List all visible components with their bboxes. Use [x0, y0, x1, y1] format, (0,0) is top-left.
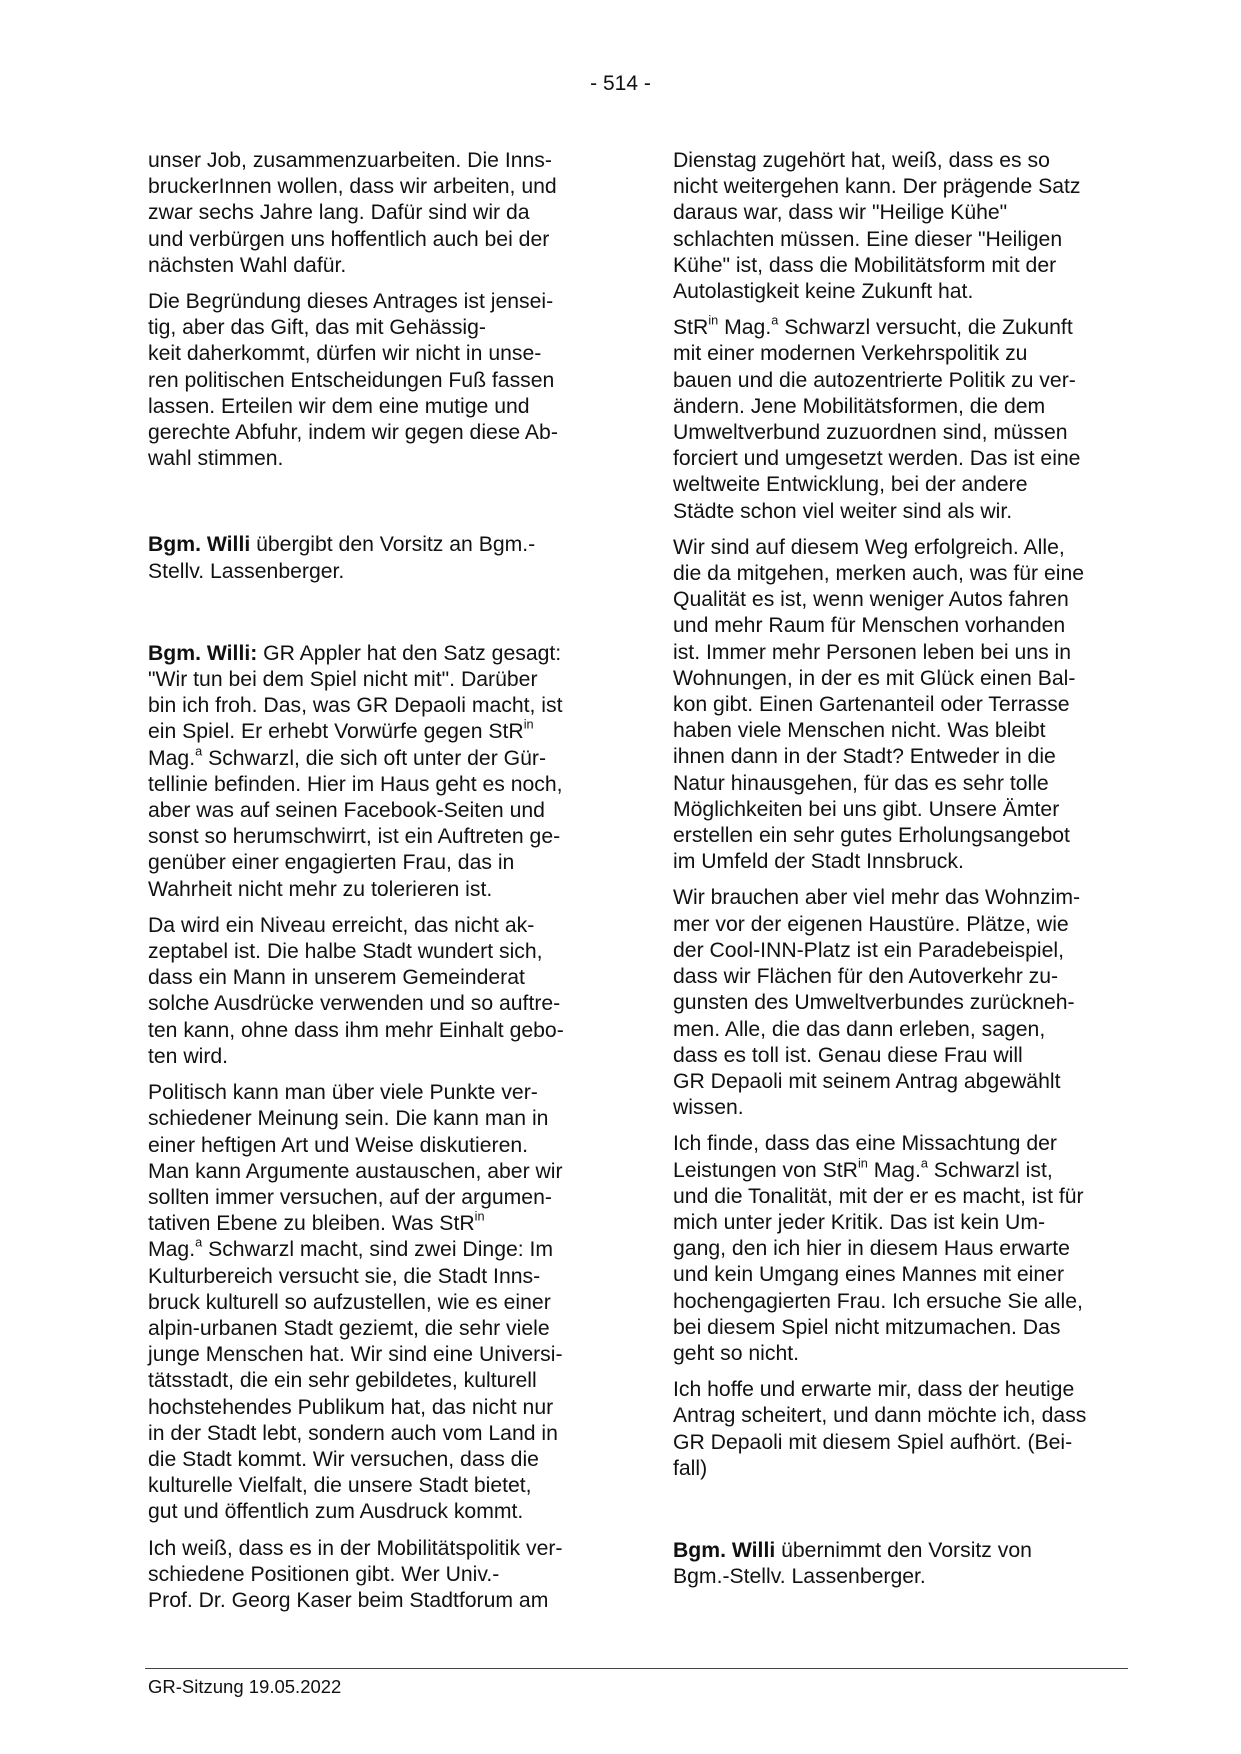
- speaker-name: Bgm. Willi: [148, 533, 251, 557]
- paragraph: Wir brauchen aber viel mehr das Wohnzim- mer vor der eigenen Haustüre. Plätze, wie der Cool-INN-Platz ist ein Paradebeispiel, dass wir Flächen für den Autoverkehr zu- gunsten des Umweltverbundes zurückneh- men. Alle, die das dann erleben, sagen, dass es toll ist. Genau diese Frau will GR Depaoli mit seinem Antrag abgewählt wissen.: [673, 886, 1081, 1120]
- superscript: in: [474, 1208, 485, 1224]
- paragraph: Ich weiß, dass es in der Mobilitätspolitik ver- schiedene Positionen gibt. Wer Univ.- Prof. Dr. Georg Kaser beim Stadtforum am: [148, 1536, 563, 1612]
- speech-paragraph: [148, 641, 618, 903]
- paragraph: Die Begründung dieses Antrages ist jensei- tig, aber das Gift, das mit Gehässig- keit daherkommt, dürfen wir nicht in unse- ren politischen Entscheidungen Fuß fassen lassen. Erteilen wir dem eine mutige und gerechte Abfuhr, indem wir gegen diese Ab- wahl stimmen.: [148, 290, 558, 471]
- paragraph: [148, 1080, 618, 1525]
- superscript: a: [771, 312, 779, 328]
- superscript: in: [857, 1154, 868, 1170]
- right-column: [673, 148, 1143, 1600]
- paragraph: Ich hoffe und erwarte mir, dass der heutige Antrag scheitert, und dann möchte ich, dass GR Depaoli mit diesem Spiel aufhört. (Bei- fall): [673, 1378, 1087, 1480]
- footer-divider: [145, 1668, 1128, 1669]
- superscript: in: [708, 312, 719, 328]
- superscript: a: [195, 1234, 203, 1250]
- speaker-name: Bgm. Willi:: [148, 641, 258, 665]
- speaker-name: Bgm. Willi: [673, 1538, 776, 1562]
- speech-text: GR Appler hat den Satz gesagt: "Wir tun bei dem Spiel nicht mit". Darüber bin ich froh. Das, was GR Depaoli macht, ist ein Spiel. Er erhebt Vorwürfe gegen StR: [148, 641, 563, 744]
- note-text: übernimmt den Vorsitz von Bgm.-Stellv. Lassenberger.: [673, 1538, 1032, 1589]
- paragraph-text: Schwarzl ist, und die Tonalität, mit der er es macht, ist für mich unter jeder Kritik. Das ist kein Um- gang, den ich hier in diesem Haus erwarte und kein Umgang eines Mannes mit einer hochengagierten Frau. Ich ersuche Sie alle, bei diesem Spiel nicht mitzumachen. Das geht so nicht.: [673, 1158, 1084, 1365]
- paragraph-text: Politisch kann man über viele Punkte ver- schiedener Meinung sein. Die kann man in einer heftigen Art und Weise diskutieren. Man kann Argumente austauschen, aber wir sollten immer versuchen, auf der argumen- tativen Ebene zu bleiben. Was StR: [148, 1081, 563, 1236]
- chair-handover-note: [148, 532, 618, 584]
- footer-session-date: GR-Sitzung 19.05.2022: [148, 1676, 342, 1697]
- superscript: in: [523, 716, 534, 732]
- paragraph: [673, 312, 1143, 525]
- superscript: a: [195, 743, 203, 759]
- paragraph: Dienstag zugehört hat, weiß, dass es so nicht weitergehen kann. Der prägende Satz daraus war, dass wir "Heilige Kühe" schlachten müssen. Eine dieser "Heiligen Kühe" ist, dass die Mobilitätsform mit der Autolastigkeit keine Zukunft hat.: [673, 149, 1081, 304]
- paragraph: unser Job, zusammenzuarbeiten. Die Inns- bruckerInnen wollen, dass wir arbeiten, und zwar sechs Jahre lang. Dafür sind wir da und verbürgen uns hoffentlich auch bei der nächsten Wahl dafür.: [148, 149, 557, 277]
- paragraph-text: Mag.: [718, 316, 772, 340]
- paragraph-text: Mag.: [867, 1158, 921, 1182]
- page-number: - 514 -: [590, 72, 651, 95]
- paragraph-text: StR: [673, 316, 709, 340]
- chair-takeover-note: [673, 1538, 1143, 1590]
- note-text: übergibt den Vorsitz an Bgm.- Stellv. Lassenberger.: [148, 533, 536, 583]
- speech-text: Mag.: [148, 746, 196, 770]
- paragraph-text: Ich finde, dass das eine Missachtung der Leistungen von StR: [673, 1132, 1057, 1182]
- paragraph-text: Schwarzl macht, sind zwei Dinge: Im Kulturbereich versucht sie, die Stadt Inns- bruck kulturell so aufzustellen, wie es einer alpin-urbanen Stadt geziemt, die sehr viele junge Menschen hat. Wir sind eine Universi- tätsstadt, die ein sehr gebildetes, kulturell hochstehendes Publikum hat, das nicht nur in der Stadt lebt, sondern auch vom Land in die Stadt kommt. Wir versuchen, dass die kulturelle Vielfalt, die unsere Stadt bietet, gut und öffentlich zum Ausdruck kommt.: [148, 1238, 563, 1524]
- left-column: [148, 148, 618, 1624]
- speech-text: Schwarzl, die sich oft unter der Gür- tellinie befinden. Hier im Haus geht es noch, aber was auf seinen Facebook-Seiten und sonst so herumschwirrt, ist ein Auftreten ge- genüber einer engagierten Frau, das in Wahrheit nicht mehr zu tolerieren ist.: [148, 746, 563, 901]
- paragraph-text: Schwarzl versucht, die Zukunft mit einer modernen Verkehrspolitik zu bauen und die autozentrierte Politik zu ver- ändern. Jene Mobilitätsformen, die dem Umweltverbund zuzuordnen sind, müssen forciert und umgesetzt werden. Das ist eine weltweite Entwicklung, bei der andere Städte schon viel weiter sind als wir.: [673, 316, 1081, 523]
- paragraph-text: Mag.: [148, 1238, 196, 1262]
- paragraph: Wir sind auf diesem Weg erfolgreich. Alle, die da mitgehen, merken auch, was für eine Qualität es ist, wenn weniger Autos fahren und mehr Raum für Menschen vorhanden ist. Immer mehr Personen leben bei uns in Wohnungen, in der es mit Glück einen Bal- kon gibt. Einen Gartenanteil oder Terrasse haben viele Menschen nicht. Was bleibt ihnen dann in der Stadt? Entweder in die Natur hinausgehen, für das es sehr tolle Möglichkeiten bei uns gibt. Unsere Ämter erstellen ein sehr gutes Erholungsangebot im Umfeld der Stadt Innsbruck.: [673, 535, 1085, 874]
- paragraph: Da wird ein Niveau erreicht, das nicht ak- zeptabel ist. Die halbe Stadt wundert sich, dass ein Mann in unserem Gemeinderat solche Ausdrücke verwenden und so auftre- ten kann, ohne dass ihm mehr Einhalt gebo- ten wird.: [148, 913, 564, 1068]
- paragraph: [673, 1131, 1143, 1367]
- superscript: a: [920, 1154, 928, 1170]
